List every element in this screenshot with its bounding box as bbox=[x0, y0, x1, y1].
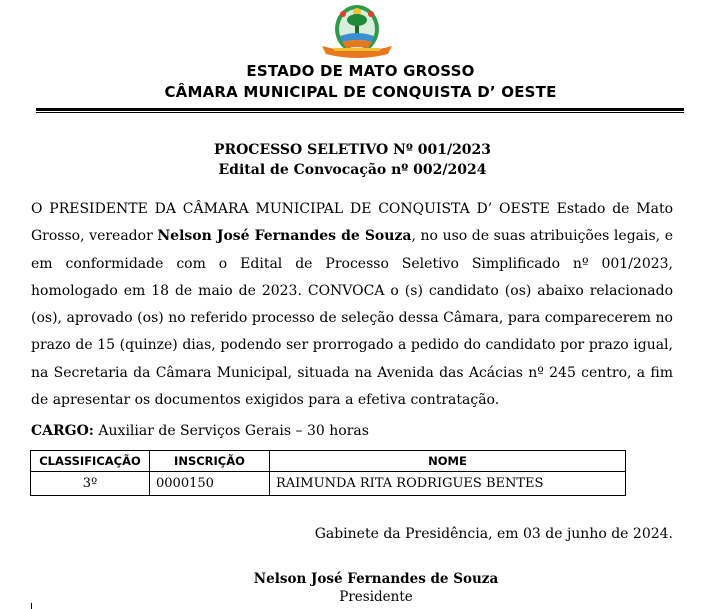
signature-name: Nelson José Fernandes de Souza bbox=[253, 571, 499, 587]
table-row bbox=[31, 472, 626, 496]
closing-date-line: Gabinete da Presidência, em 03 de junho de 2024. bbox=[314, 526, 673, 542]
paragraph-text-end: , no uso de suas atribuições legais, e em conformidade com o Edital de Processo Seletivo Simplificado nº 001/2023, homologado em 18 de maio de 2023. CONVOCA o (s) candidato (os) abaixo relacionado (os), aprovado (os) no referido processo de seleção dessa Câmara, para comparecerem no prazo de 15 (quinze) dias, podendo ser prorrogado a pedido do candidato por prazo igual, na Secretaria da Câmara Municipal, situada na Avenida das Acácias nº 245 centro, a fim de apresentar os documentos exigidos para a efetiva contratação. bbox=[31, 228, 674, 409]
table-header-row bbox=[31, 451, 626, 472]
page-margin-mark bbox=[31, 603, 32, 609]
column-header-inscricao: INSCRIÇÃO bbox=[150, 451, 270, 472]
state-heading: ESTADO DE MATO GROSSO bbox=[246, 62, 475, 80]
header-divider-thin bbox=[36, 112, 684, 113]
cargo-value: Auxiliar de Serviços Gerais – 30 horas bbox=[93, 423, 369, 439]
column-header-nome: NOME bbox=[270, 451, 626, 472]
paragraph-text-start: O PRESIDENTE DA CÂMARA MUNICIPAL DE CONQUISTA D’ OESTE Estado de Mato Grosso, vereador bbox=[31, 201, 673, 245]
signature-role: Presidente bbox=[339, 589, 413, 605]
president-name: Nelson José Fernandes de Souza bbox=[157, 228, 412, 245]
cargo-line bbox=[31, 423, 369, 439]
header-divider bbox=[36, 108, 684, 111]
municipal-coat-of-arms-logo bbox=[318, 2, 396, 60]
process-title: PROCESSO SELETIVO Nº 001/2023 bbox=[213, 142, 492, 158]
cell-inscricao: 0000150 bbox=[150, 472, 270, 496]
column-header-classificacao: CLASSIFICAÇÃO bbox=[31, 451, 150, 472]
convocation-paragraph bbox=[31, 196, 673, 414]
cell-nome: RAIMUNDA RITA RODRIGUES BENTES bbox=[270, 472, 626, 496]
cell-classificacao: 3º bbox=[31, 472, 150, 496]
edital-title: Edital de Convocação nº 002/2024 bbox=[218, 162, 487, 178]
candidates-table bbox=[30, 450, 626, 496]
chamber-heading: CÂMARA MUNICIPAL DE CONQUISTA D’ OESTE bbox=[164, 83, 557, 101]
cargo-label: CARGO: bbox=[31, 423, 94, 439]
